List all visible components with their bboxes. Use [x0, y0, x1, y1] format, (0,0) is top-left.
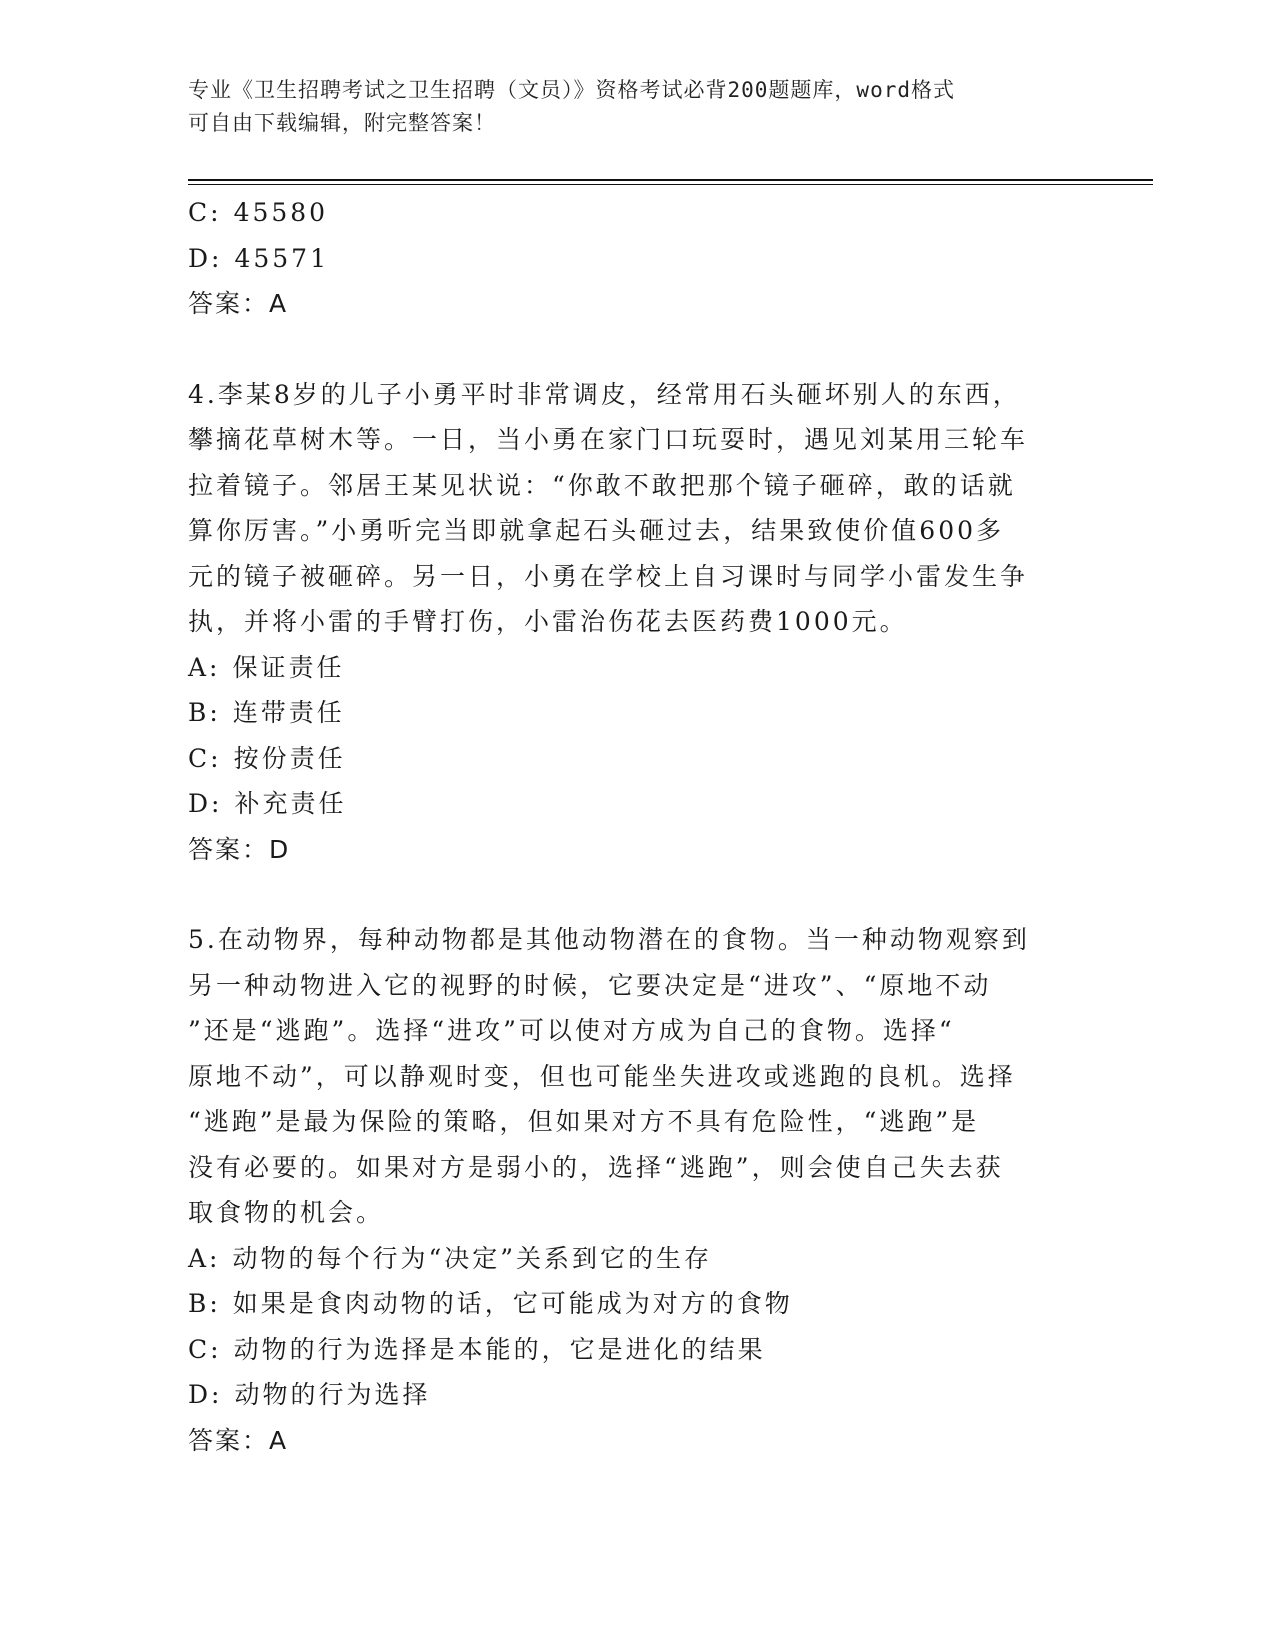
prev-question: [188, 190, 1068, 327]
option-text: 补充责任: [234, 789, 347, 818]
stem-line: 元的镜子被砸碎。另一日，小勇在学校上自习课时与同学小雷发生争: [188, 561, 1029, 591]
option-key: D:: [188, 789, 223, 818]
option-key: A:: [188, 652, 221, 682]
option-key: D:: [188, 1380, 223, 1409]
option-d: [188, 781, 1068, 827]
option-key: D:: [188, 243, 223, 273]
question-5: [188, 917, 1068, 1463]
option-key: A:: [188, 1243, 221, 1273]
stem-line: 执，并将小雷的手臂打伤，小雷治伤花去医药费1000元。: [188, 607, 908, 636]
option-key: C:: [188, 743, 222, 773]
option-a: [188, 1236, 1068, 1282]
option-c: [188, 1327, 1068, 1373]
option-key: B:: [188, 698, 221, 727]
stem-line: 取食物的机会。: [188, 1198, 385, 1227]
option-text: 按份责任: [233, 743, 346, 773]
document-body: [188, 190, 1068, 1463]
option-d: [188, 236, 1068, 282]
spacer: [188, 327, 1068, 372]
answer-label: 答案：D: [188, 834, 291, 864]
answer-label: 答案：A: [188, 1425, 289, 1455]
stem-line: 另一种动物进入它的视野的时候，它要决定是“进攻”、“原地不动: [188, 970, 992, 1000]
option-text: 45571: [234, 243, 329, 273]
stem-line: 5.在动物界，每种动物都是其他动物潜在的食物。当一种动物观察到: [188, 925, 1030, 954]
header-line-1: 专业《卫生招聘考试之卫生招聘（文员）》资格考试必背200题题库，word格式: [188, 78, 955, 102]
stem-line: ”还是“逃跑”。选择“进攻”可以使对方成为自己的食物。选择“: [188, 1016, 955, 1045]
option-key: C:: [188, 1334, 222, 1364]
option-text: 如果是食肉动物的话，它可能成为对方的食物: [232, 1289, 793, 1318]
stem-line: 没有必要的。如果对方是弱小的，选择“逃跑”，则会使自己失去获: [188, 1152, 1004, 1182]
question-4: [188, 372, 1068, 873]
header-divider-thin: [188, 184, 1153, 185]
page-header: [188, 74, 1068, 140]
option-text: 45580: [233, 198, 329, 227]
stem-line: 算你厉害。”小勇听完当即就拿起石头砸过去，结果致使价值600多: [188, 516, 1005, 545]
question-stem: [188, 372, 1068, 645]
answer-label: 答案：A: [188, 289, 289, 318]
stem-line: 拉着镜子。邻居王某见状说：“你敢不敢把那个镜子砸碎，敢的话就: [188, 470, 1016, 500]
option-c: [188, 190, 1068, 236]
stem-line: 原地不动”，可以静观时变，但也可能坐失进攻或逃跑的良机。选择: [188, 1061, 1016, 1091]
spacer: [188, 872, 1068, 917]
option-a: [188, 645, 1068, 691]
header-line-2: 可自由下载编辑，附完整答案！: [188, 111, 496, 135]
option-key: B:: [188, 1289, 221, 1318]
header-divider-thick: [188, 179, 1153, 181]
option-text: 连带责任: [232, 698, 345, 727]
option-key: C:: [188, 198, 222, 227]
option-d: [188, 1372, 1068, 1418]
option-text: 动物的行为选择是本能的，它是进化的结果: [233, 1334, 766, 1364]
stem-line: 攀摘花草树木等。一日，当小勇在家门口玩耍时，遇见刘某用三轮车: [188, 425, 1029, 454]
question-stem: [188, 917, 1068, 1236]
stem-line: “逃跑”是最为保险的策略，但如果对方不具有危险性，“逃跑”是: [188, 1107, 980, 1136]
option-text: 动物的每个行为“决定”关系到它的生存: [232, 1243, 713, 1273]
option-b: [188, 1281, 1068, 1327]
option-text: 动物的行为选择: [234, 1380, 431, 1409]
option-b: [188, 690, 1068, 736]
option-c: [188, 736, 1068, 782]
stem-line: 4.李某8岁的儿子小勇平时非常调皮，经常用石头砸坏别人的东西，: [188, 379, 1021, 409]
option-text: 保证责任: [232, 652, 345, 682]
